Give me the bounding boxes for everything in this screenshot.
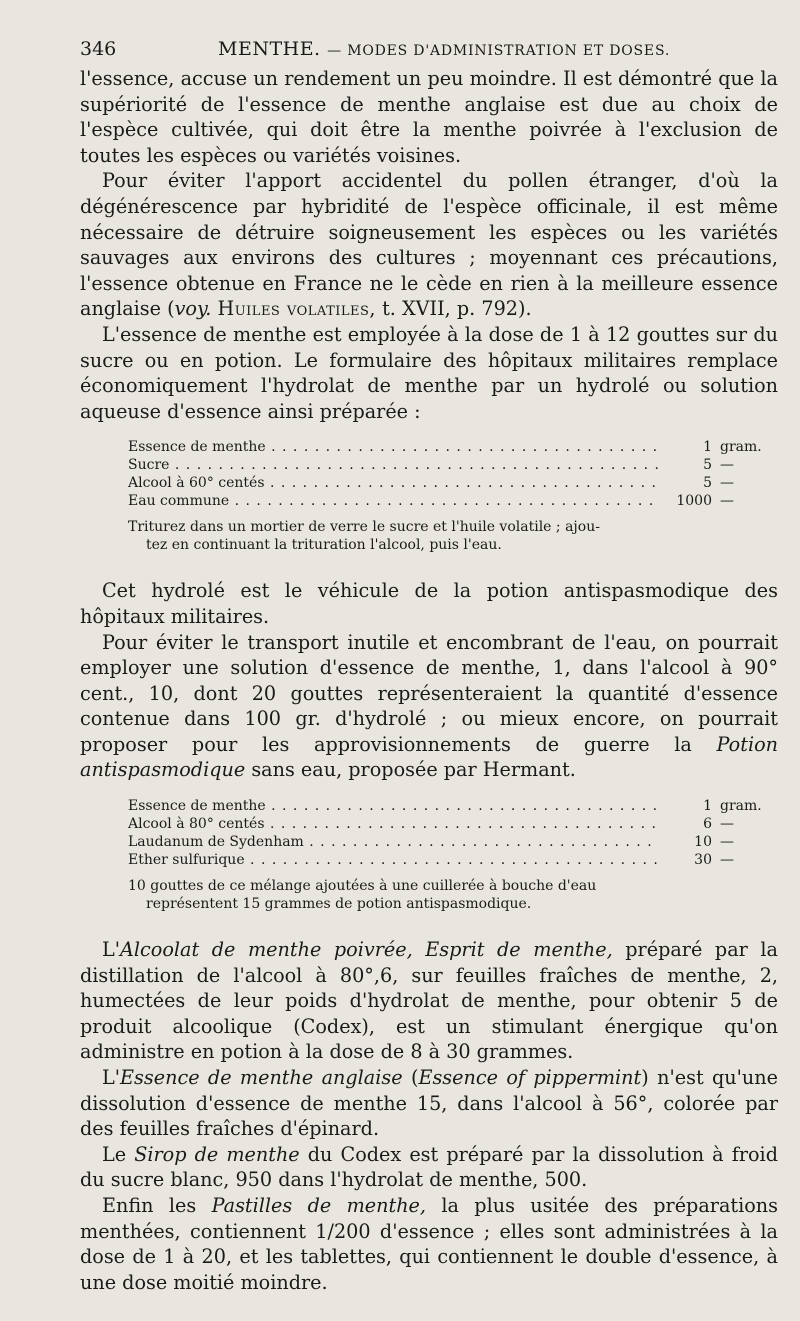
paragraph-7-mid: ( xyxy=(402,1066,419,1090)
ingredient-unit: — xyxy=(720,816,734,833)
ingredient-name: Laudanum de Sydenham . . . xyxy=(128,833,658,851)
ingredient-quantity: 1 xyxy=(703,798,712,815)
recipe-potion xyxy=(128,797,768,913)
paragraph-3: L'essence de menthe est employée à la dose de 1 à 12 gouttes sur du sucre ou en potion. Le formulaire des hôpitaux militaires remplace économiquement l'hydrolat de menthe par un hydrolé ou solution aqueuse d'essence ainsi préparée : xyxy=(80,322,778,423)
paragraph-9-lead: Enfin les xyxy=(102,1194,212,1217)
recipe-row xyxy=(128,815,768,833)
ingredient-unit: — xyxy=(720,852,734,869)
paragraph-7-italic-1: Essence de menthe anglaise xyxy=(120,1066,403,1090)
ingredient-unit: gram. xyxy=(720,798,762,815)
paragraph-6-italic: Alcoolat de menthe poivrée, Esprit de menthe, xyxy=(120,938,613,962)
ingredient-name: Alcool à 60° centés . . . xyxy=(128,474,658,492)
paragraph-7-italic-2: Essence of pippermint xyxy=(418,1066,642,1090)
running-header xyxy=(80,38,778,60)
recipe-row xyxy=(128,456,768,474)
recipe-note-line-1: Triturez dans un mortier de verre le sucre et l'huile volatile ; ajou- xyxy=(128,519,600,536)
paragraph-5 xyxy=(80,630,778,784)
recipe-row xyxy=(128,492,768,510)
recipe-row xyxy=(128,797,768,815)
paragraph-9-italic: Pastilles de menthe, xyxy=(211,1194,427,1217)
ingredient-name: Essence de menthe . . . xyxy=(128,797,658,815)
paragraph-2-voy: voy. xyxy=(174,297,212,321)
recipe-note-line-2: représentent 15 grammes de potion antispasmodique. xyxy=(146,896,532,913)
paragraph-5-italic: Potion antispasmodique xyxy=(80,732,778,782)
ingredient-unit: — xyxy=(720,457,734,474)
recipe-note-line-1: 10 gouttes de ce mélange ajoutées à une cuillerée à bouche d'eau xyxy=(128,878,597,895)
ingredient-quantity: 5 xyxy=(703,457,712,474)
running-title-sub: — MODES D'ADMINISTRATION ET DOSES. xyxy=(327,43,671,59)
paragraph-2-end: t. XVII, p. 792). xyxy=(376,297,532,321)
recipe-row xyxy=(128,833,768,851)
ingredient-quantity: 1 xyxy=(703,439,712,456)
recipe-note xyxy=(128,877,768,913)
ingredient-name: Alcool à 80° centés . . . xyxy=(128,815,658,833)
paragraph-9-text: la plus usitée des préparations menthées, contiennent 1/200 d'essence ; elles sont administrées à la dose de 1 à 20, et les tablettes, qui contiennent le double d'essence, à une dose moitié moindre. xyxy=(80,1194,778,1294)
page-number: 346 xyxy=(80,38,117,60)
paragraph-6 xyxy=(80,937,778,1065)
paragraph-8-italic: Sirop de menthe xyxy=(134,1142,300,1166)
recipe-row xyxy=(128,851,768,869)
paragraph-9 xyxy=(80,1193,778,1295)
ingredient-unit: gram. xyxy=(720,439,762,456)
recipe-note xyxy=(128,518,768,554)
running-title-main: MENTHE. xyxy=(218,38,321,60)
ingredient-quantity: 10 xyxy=(694,834,712,851)
ingredient-name: Sucre . . . xyxy=(128,456,658,474)
ingredient-name: Eau commune . . . xyxy=(128,492,658,510)
paragraph-2 xyxy=(80,168,778,322)
paragraph-1: l'essence, accuse un rendement un peu moindre. Il est démontré que la supériorité de l'essence de menthe anglaise est due au choix de l'espèce cultivée, qui doit être la menthe poivrée à l'exclusion de toutes les espèces ou variétés voisines. xyxy=(80,67,778,167)
paragraph-2-text: Pour éviter l'apport accidentel du pollen étranger, d'où la dégénérescence par hybridité de l'espèce officinale, il est même nécessaire de détruire soigneusement les espèces ou les variétés sauvages aux environs des cultures ; moyennant ces précautions, l'essence obtenue en France ne le cède en rien à la meilleure essence anglaise ( xyxy=(80,169,778,321)
ingredient-unit: — xyxy=(720,493,734,510)
paragraph-2-ref: Huiles volatiles, xyxy=(217,297,376,321)
paragraph-5-end: sans eau, proposée par Hermant. xyxy=(245,758,576,782)
paragraph-7-text: ) n'est qu'une dissolution d'essence de menthe 15, dans l'alcool à 56°, colorée par des feuilles fraîches d'épinard. xyxy=(80,1066,779,1141)
recipe-row xyxy=(128,474,768,492)
paragraph-8-text: du Codex est préparé par la dissolution à froid du sucre blanc, 950 dans l'hydrolat de menthe, 500. xyxy=(80,1142,778,1192)
ingredient-unit: — xyxy=(720,475,734,492)
paragraph-7-lead: L' xyxy=(102,1066,121,1090)
ingredient-quantity: 30 xyxy=(694,852,712,869)
paragraph-6-text: préparé par la distillation de l'alcool à 80°,6, sur feuilles fraîches de menthe, 2, humectées de leur poids d'hydrolat de menthe, pour obtenir 5 de produit alcoolique (Codex), est un stimulant énergique qu'on administre en potion à la dose de 8 à 30 grammes. xyxy=(80,938,778,1064)
paragraph-4: Cet hydrolé est le véhicule de la potion antispasmodique des hôpitaux militaires. xyxy=(80,579,778,628)
ingredient-unit: — xyxy=(720,834,734,851)
ingredient-quantity: 5 xyxy=(703,475,712,492)
recipe-hydrole xyxy=(128,438,768,554)
paragraph-7 xyxy=(80,1065,778,1142)
ingredient-name: Ether sulfurique . . . xyxy=(128,851,658,869)
recipe-note-line-2: tez en continuant la trituration l'alcool, puis l'eau. xyxy=(146,537,502,554)
paragraph-6-lead: L' xyxy=(102,938,121,962)
ingredient-quantity: 6 xyxy=(703,816,712,833)
ingredient-quantity: 1000 xyxy=(676,493,712,510)
ingredient-name: Essence de menthe . . . xyxy=(128,438,658,456)
paragraph-8 xyxy=(80,1142,778,1193)
recipe-row xyxy=(128,438,768,456)
running-title xyxy=(218,38,670,60)
paragraph-5-text: Pour éviter le transport inutile et encombrant de l'eau, on pourrait employer une solution d'essence de menthe, 1, dans l'alcool à 90° cent., 10, dont 20 gouttes représenteraient la quantité d'essence contenue dans 100 gr. d'hydrolé ; ou mieux encore, on pourrait proposer pour les approvisionnements de guerre la xyxy=(80,630,778,756)
paragraph-8-lead: Le xyxy=(102,1142,135,1166)
